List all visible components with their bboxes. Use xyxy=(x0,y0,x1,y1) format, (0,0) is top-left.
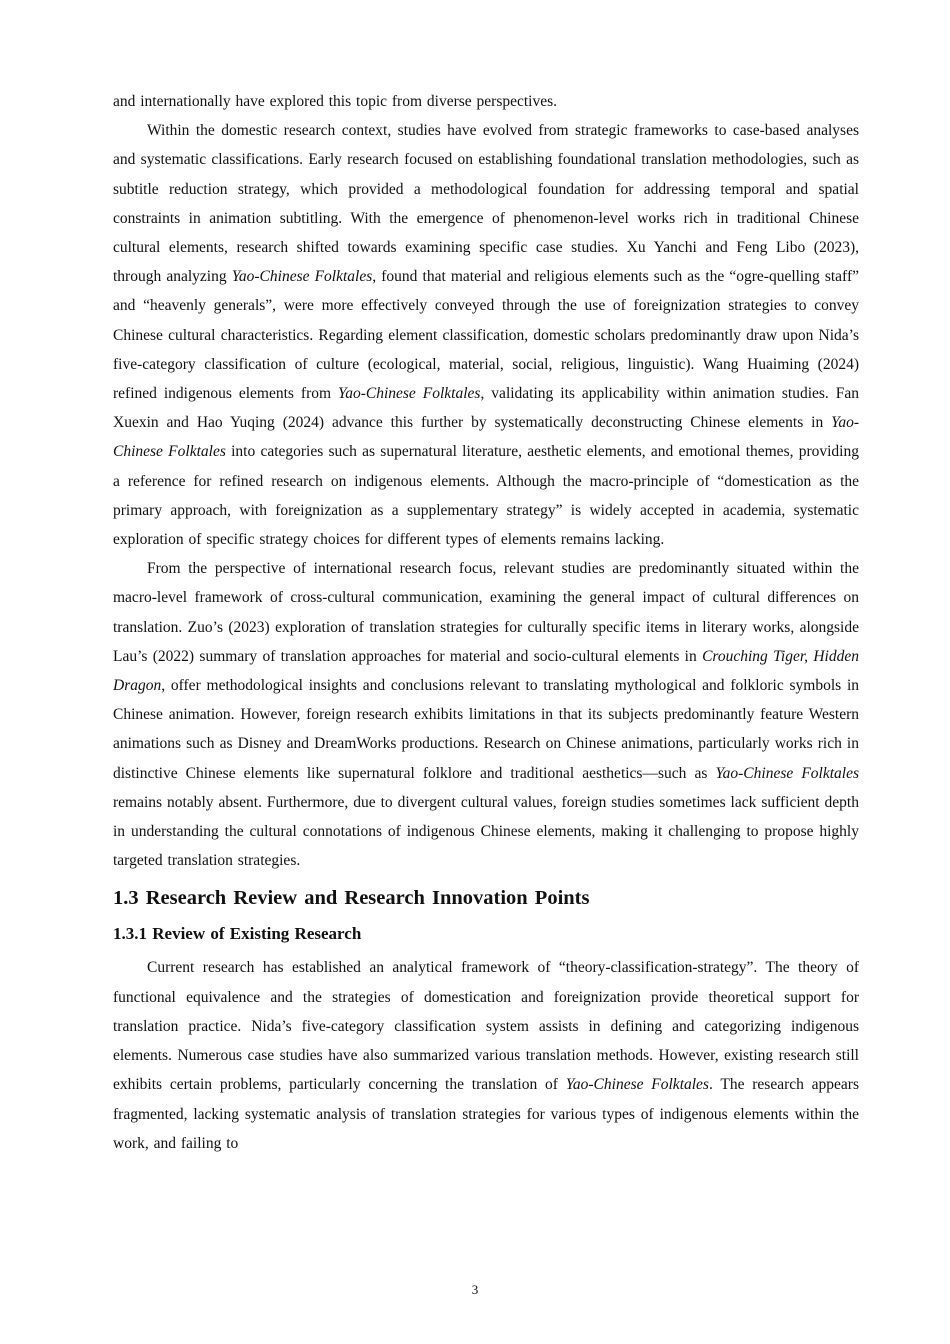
paragraph-continued: and internationally have explored this topic from diverse perspectives. xyxy=(113,93,558,110)
text-run: . The research appears fragmented, lacking systematic analysis of translation strategies for various types of indigenous elements within the work, and failing to xyxy=(113,1076,859,1152)
text-run: Within the domestic research context, studies have evolved from strategic frameworks to case-based analyses and systematic classifications. Early research focused on establishing foundational translation methodologies, such as subtitle reduction strategy, which provided a methodological foundation for addressing temporal and spatial constraints in animation subtitling. With the emergence of phenomenon-level works rich in traditional Chinese cultural elements, research shifted towards examining specific case studies. Xu Yanchi and Feng Libo (2023), through analyzing xyxy=(113,122,859,286)
text-run: remains notably absent. Furthermore, due to divergent cultural values, foreign studies sometimes lack sufficient depth in understanding the cultural connotations of indigenous Chinese elements, making it challenging to propose highly targeted translation strategies. xyxy=(113,793,859,870)
italic-title: Yao-Chinese Folktales xyxy=(113,414,859,461)
italic-title: Crouching Tiger, Hidden Dragon xyxy=(113,647,859,695)
italic-title: Yao-Chinese Folktales xyxy=(715,764,860,782)
subsection-heading: 1.3.1 Review of Existing Research xyxy=(113,924,362,944)
page-number: 3 xyxy=(471,1282,479,1297)
text-run: From the perspective of international research focus, relevant studies are predominantly situated within the macro-level framework of cross-cultural communication, examining the general impact of cultural differences on translation. Zuo’s (2023) exploration of translation strategies for culturally specific items in literary works, alongside Lau’s (2022) summary of translation approaches for material and socio-cultural elements in xyxy=(113,560,859,665)
body-text xyxy=(113,87,859,1158)
text-run: , found that material and religious elements such as the “ogre-quelling staff” and “heavenly generals”, were more effectively conveyed through the use of foreignization strategies to convey Chinese cultural characteristics. Regarding element classification, domestic scholars predominantly draw upon Nida’s five-category classification of culture (ecological, material, social, religious, linguistic). Wang Huaiming (2024) refined indigenous elements from xyxy=(113,268,859,403)
paragraph-international-research xyxy=(113,554,859,875)
italic-title: Yao-Chinese Folktales xyxy=(565,1076,709,1094)
italic-title: Yao-Chinese Folktales xyxy=(338,385,481,403)
paragraph-domestic-research xyxy=(113,116,859,554)
text-run: , validating its applicability within animation studies. Fan Xuexin and Hao Yuqing (2024) advance this further by systematically deconstructing Chinese elements in xyxy=(113,385,860,432)
text-run: , offer methodological insights and conclusions relevant to translating mythological and folkloric symbols in Chinese animation. However, foreign research exhibits limitations in that its subjects predominantly feature Western animations such as Disney and DreamWorks productions. Research on Chinese animations, particularly works rich in distinctive Chinese elements like supernatural folklore and traditional aesthetics—such as xyxy=(113,677,859,782)
text-run: Current research has established an analytical framework of “theory-classification-strategy”. The theory of functional equivalence and the strategies of domestication and foreignization provide theoretical support for translation practice. Nida’s five-category classification system assists in defining and categorizing indigenous elements. Numerous case studies have also summarized various translation methods. However, existing research still exhibits certain problems, particularly concerning the translation of xyxy=(113,959,859,1094)
section-heading: 1.3 Research Review and Research Innovation Points xyxy=(113,887,590,910)
italic-title: Yao-Chinese Folktales xyxy=(231,268,373,286)
text-run: into categories such as supernatural literature, aesthetic elements, and emotional themes, providing a reference for refined research on indigenous elements. Although the macro-principle of “domestication as the primary approach, with foreignization as a supplementary strategy” is widely accepted in academia, systematic exploration of specific strategy choices for different types of elements remains lacking. xyxy=(113,443,859,549)
paragraph-review xyxy=(113,953,859,1157)
